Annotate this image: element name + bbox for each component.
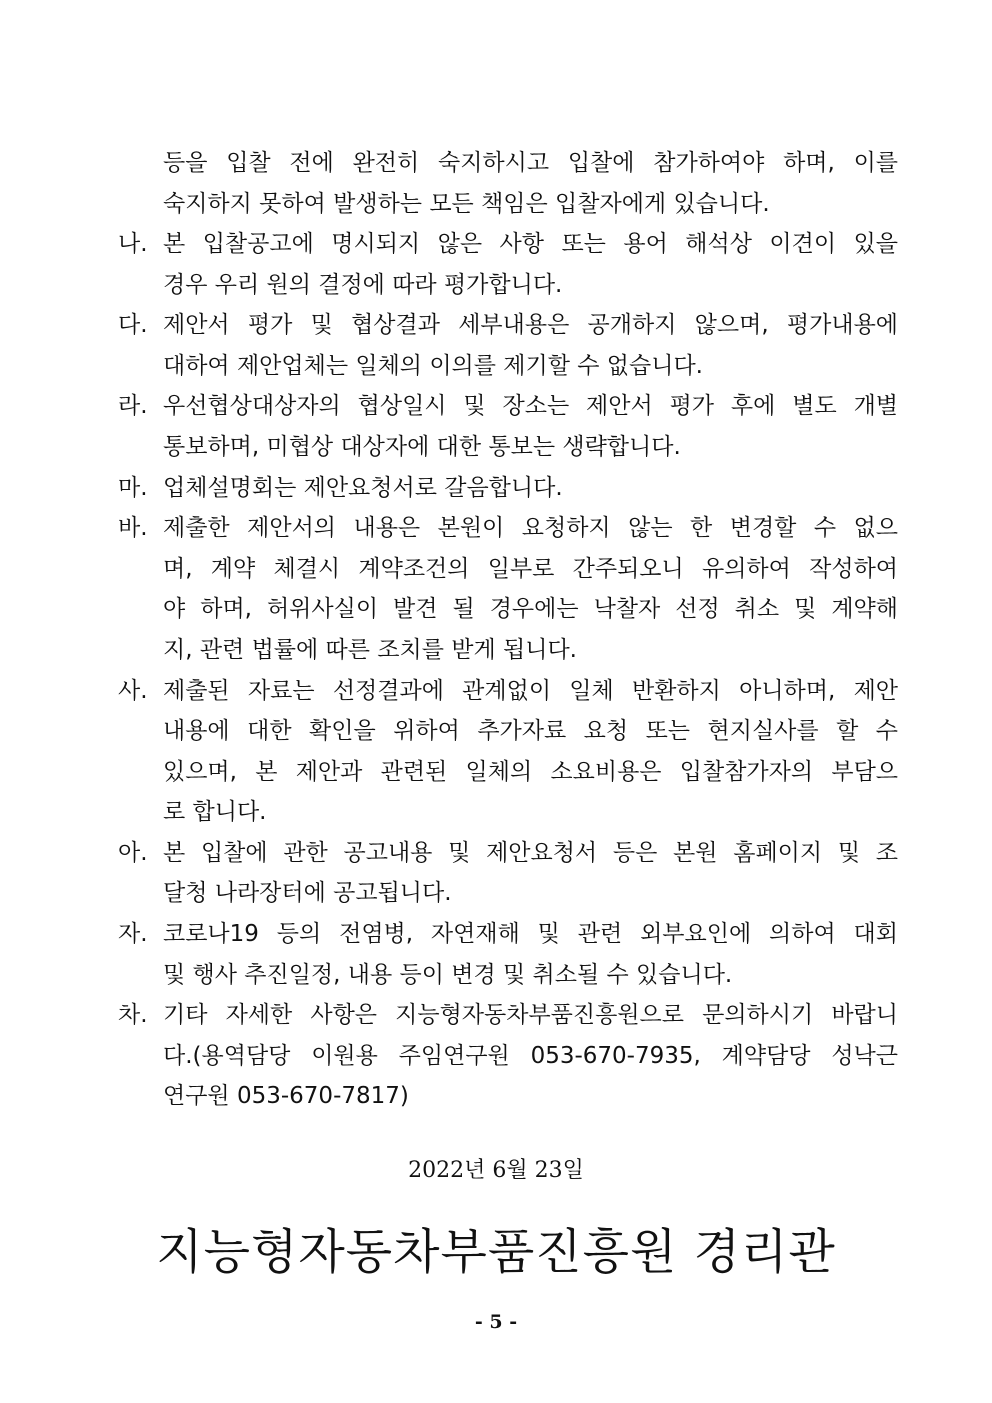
item-line: 경우 우리 원의 결정에 따라 평가합니다. — [163, 272, 563, 298]
item-line: 있으며, 본 제안과 관련된 일체의 소요비용은 입찰참가자의 부담으 — [163, 759, 898, 785]
item-line: 기타 자세한 사항은 지능형자동차부품진흥원으로 문의하시기 바랍니 — [163, 1002, 898, 1028]
item-line: 로 합니다. — [163, 799, 267, 825]
item-line: 업체설명회는 제안요청서로 갈음합니다. — [163, 475, 563, 501]
item-line: 내용에 대한 확인을 위하여 추가자료 요청 또는 현지실사를 할 수 — [163, 718, 898, 744]
notice-date: 2022년 6월 23일 — [408, 1158, 584, 1183]
item-label-da: 다. — [118, 312, 148, 338]
signer-title: 지능형자동차부품진흥원 경리관 — [156, 1224, 836, 1280]
item-line: 지, 관련 법률에 따른 조치를 받게 됩니다. — [163, 637, 577, 663]
item-line: 통보하며, 미협상 대상자에 대한 통보는 생략합니다. — [163, 434, 681, 460]
item-line: 및 행사 추진일정, 내용 등이 변경 및 취소될 수 있습니다. — [163, 962, 733, 988]
item-line: 대하여 제안업체는 일체의 이의를 제기할 수 없습니다. — [163, 353, 703, 379]
item-line: 우선협상대상자의 협상일시 및 장소는 제안서 평가 후에 별도 개별 — [163, 393, 898, 419]
item-label-ja: 자. — [118, 921, 148, 947]
item-label-na: 나. — [118, 231, 148, 257]
intro-line: 등을 입찰 전에 완전히 숙지하시고 입찰에 참가하여야 하며, 이를 — [163, 150, 898, 176]
item-line: 제출된 자료는 선정결과에 관계없이 일체 반환하지 아니하며, 제안 — [163, 678, 898, 704]
item-line: 다.(용역담당 이원용 주임연구원 053-670-7935, 계약담당 성낙근 — [163, 1043, 898, 1069]
item-label-ma: 마. — [118, 475, 148, 501]
item-label-ra: 라. — [118, 393, 148, 419]
item-line: 며, 계약 체결시 계약조건의 일부로 간주되오니 유의하여 작성하여 — [163, 556, 898, 582]
item-line: 본 입찰에 관한 공고내용 및 제안요청서 등은 본원 홈페이지 및 조 — [163, 840, 898, 866]
item-line: 제안서 평가 및 협상결과 세부내용은 공개하지 않으며, 평가내용에 — [163, 312, 898, 338]
item-label-cha: 차. — [118, 1002, 148, 1028]
page-number: - 5 - — [474, 1311, 518, 1333]
item-line: 제출한 제안서의 내용은 본원이 요청하지 않는 한 변경할 수 없으 — [163, 515, 898, 541]
item-line: 코로나19 등의 전염병, 자연재해 및 관련 외부요인에 의하여 대회 — [163, 921, 898, 947]
intro-line: 숙지하지 못하여 발생하는 모든 책임은 입찰자에게 있습니다. — [163, 191, 770, 217]
item-label-a: 아. — [118, 840, 148, 866]
item-line: 연구원 053-670-7817) — [163, 1083, 409, 1109]
item-label-ba: 바. — [118, 515, 148, 541]
item-line: 본 입찰공고에 명시되지 않은 사항 또는 용어 해석상 이견이 있을 — [163, 231, 898, 257]
item-line: 야 하며, 허위사실이 발견 될 경우에는 낙찰자 선정 취소 및 계약해 — [163, 596, 898, 622]
item-line: 달청 나라장터에 공고됩니다. — [163, 880, 452, 906]
item-label-sa: 사. — [118, 678, 148, 704]
